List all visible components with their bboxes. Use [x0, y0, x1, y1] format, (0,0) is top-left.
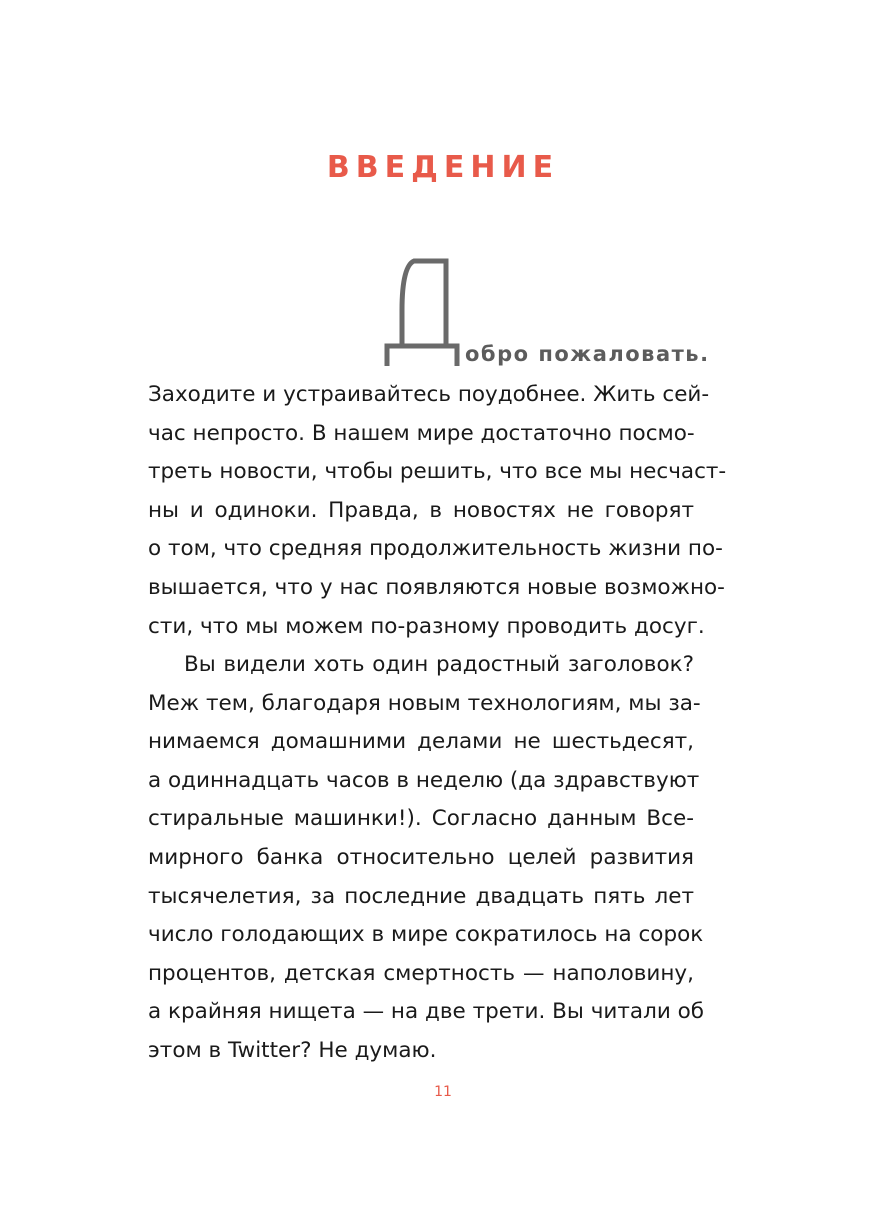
paragraph-1: [148, 376, 727, 646]
text-line: час непросто. В нашем мире достаточно посмо-: [148, 420, 695, 446]
text-line: а одиннадцать часов в неделю (да здравствуют: [148, 767, 700, 793]
text-line: нимаемся домашними делами не шестьдесят,: [148, 729, 694, 755]
text-line: ны и одиноки. Правда, в новостях не говорят: [148, 497, 694, 523]
chapter-title: ВВЕДЕНИЕ: [326, 150, 560, 185]
text-line: треть новости, чтобы решить, что все мы несчаст-: [148, 459, 727, 485]
paragraph-2: [148, 646, 705, 1071]
text-line: этом в Twitter? Не думаю.: [148, 1037, 437, 1063]
text-line: о том, что средняя продолжительность жизни по-: [148, 536, 723, 562]
drop-cap-letter: [384, 258, 460, 368]
text-line: Вы видели хоть один радостный заголовок?: [184, 652, 694, 677]
text-line: тысячелетия, за последние двадцать пять лет: [148, 883, 694, 909]
text-line: Меж тем, благодаря новым технологиям, мы за-: [148, 690, 701, 716]
text-line: сти, что мы можем по-разному проводить досуг.: [148, 613, 705, 639]
text-line: а крайняя нищета — на две трети. Вы читали об: [148, 999, 705, 1025]
text-line: вышается, что у нас появляются новые возможно-: [148, 574, 725, 600]
text-line: мирного банка относительно целей развития: [148, 844, 694, 870]
text-line: стиральные машинки!). Согласно данным Все-: [148, 806, 694, 832]
opening-phrase: обро пожаловать.: [465, 342, 710, 366]
text-line: процентов, детская смертность — наполовину,: [148, 960, 694, 986]
page-number: 11: [434, 1084, 452, 1100]
text-line: число голодающих в мире сократилось на сорок: [148, 922, 704, 948]
text-line: Заходите и устраивайтесь поудобнее. Жить сей-: [148, 382, 710, 407]
